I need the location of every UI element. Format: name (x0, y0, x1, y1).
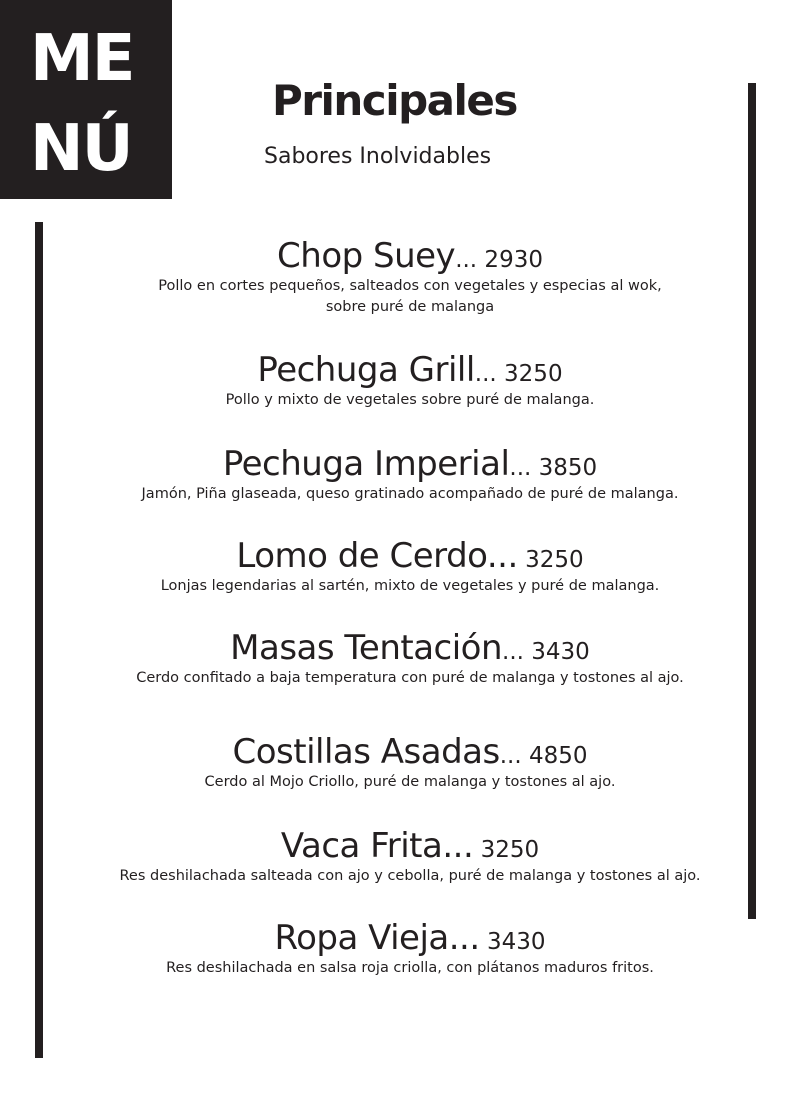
item-name: Lomo de Cerdo... (236, 536, 518, 576)
item-description (60, 484, 760, 505)
item-title (60, 828, 760, 865)
menu-item-pechuga-imperial (60, 446, 760, 505)
item-description-line: Res deshilachada en salsa roja criolla, con plátanos maduros fritos. (166, 960, 654, 977)
menu-item-ropa-vieja (60, 920, 760, 979)
menu-logo-line-2: NÚ (30, 112, 132, 186)
item-title (60, 920, 760, 957)
menu-item-costillas-asadas (60, 734, 760, 793)
item-price: ... 3850 (509, 455, 598, 481)
menu-item-vaca-frita (60, 828, 760, 887)
item-description (60, 772, 760, 793)
item-price: 3430 (479, 929, 546, 955)
item-description-line: Cerdo al Mojo Criollo, puré de malanga y tostones al ajo. (204, 774, 616, 791)
item-description (60, 276, 760, 318)
item-description (60, 668, 760, 689)
item-description-line: Jamón, Piña glaseada, queso gratinado acompañado de puré de malanga. (141, 486, 679, 503)
item-description (60, 958, 760, 979)
item-price: ... 4850 (499, 743, 588, 769)
menu-item-chop-suey (60, 238, 760, 318)
item-name: Vaca Frita... (280, 826, 474, 866)
item-name: Pechuga Imperial (222, 444, 510, 484)
menu-item-lomo-de-cerdo (60, 538, 760, 597)
item-title (60, 538, 760, 575)
item-description (60, 390, 760, 411)
item-name: Pechuga Grill (257, 350, 475, 390)
item-price: 3250 (473, 837, 540, 863)
item-price: ... 2930 (455, 247, 543, 273)
item-description-line: sobre puré de malanga (325, 299, 495, 316)
item-name: Costillas Asadas (232, 732, 500, 772)
left-divider-bar (35, 222, 43, 1058)
item-description (60, 576, 760, 597)
item-title (60, 446, 760, 483)
item-title (60, 352, 760, 389)
menu-logo-line-1: ME (30, 22, 134, 96)
menu-logo-block (0, 0, 172, 199)
item-description-line: Pollo en cortes pequeños, salteados con vegetales y especias al wok, (158, 278, 662, 295)
item-description (60, 866, 760, 887)
item-title (60, 734, 760, 771)
item-description-line: Pollo y mixto de vegetales sobre puré de malanga. (225, 392, 595, 409)
item-name: Masas Tentación (230, 628, 503, 668)
item-title (60, 238, 760, 275)
item-name: Chop Suey (277, 236, 456, 276)
item-price: ... 3250 (474, 361, 563, 387)
item-description-line: Res deshilachada salteada con ajo y cebolla, puré de malanga y tostones al ajo. (119, 868, 701, 885)
menu-item-pechuga-grill (60, 352, 760, 411)
item-description-line: Lonjas legendarias al sartén, mixto de vegetales y puré de malanga. (160, 578, 660, 595)
item-description-line: Cerdo confitado a baja temperatura con puré de malanga y tostones al ajo. (136, 670, 684, 687)
item-price: 3250 (517, 547, 584, 573)
item-price: ... 3430 (502, 639, 590, 665)
item-name: Ropa Vieja... (274, 918, 480, 958)
page-subtitle: Sabores Inolvidables (264, 144, 492, 169)
menu-item-masas-tentacion (60, 630, 760, 689)
page-title: Principales (272, 76, 517, 125)
item-title (60, 630, 760, 667)
